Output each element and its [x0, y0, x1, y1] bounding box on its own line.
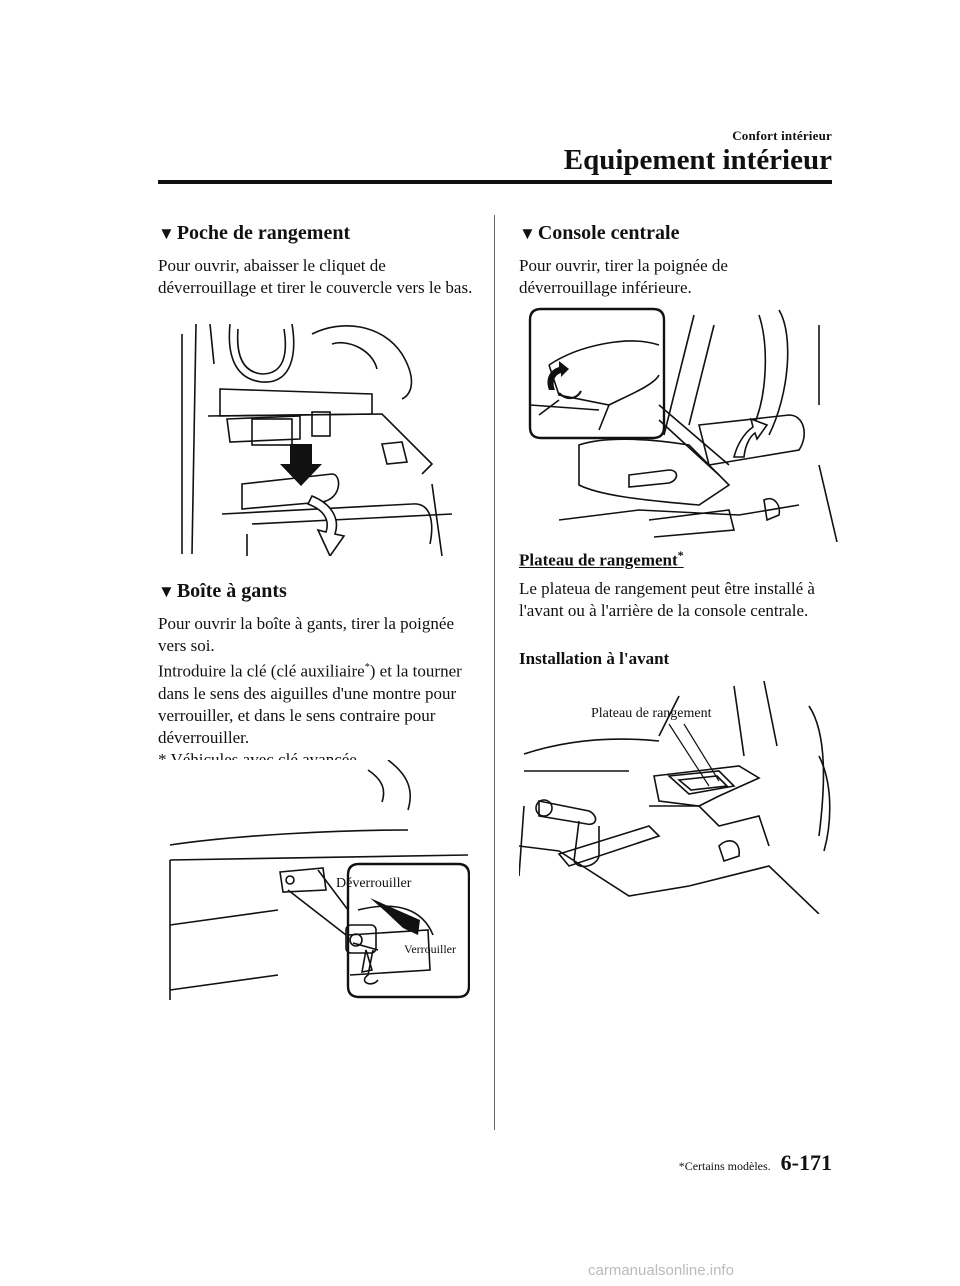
- label-plateau: Plateau de rangement: [591, 706, 712, 721]
- footer-note: *Certains modèles.: [678, 1159, 771, 1173]
- figure-plateau-rangement: [519, 676, 835, 914]
- heading-console: ▼ Console centrale: [519, 222, 680, 244]
- figure-boite-a-gants: [158, 760, 470, 1000]
- page-title: Equipement intérieur: [563, 144, 832, 176]
- poche-text: Pour ouvrir, abaisser le cliquet de déverrouillage et tirer le couvercle vers le bas.: [158, 256, 473, 297]
- gants-text: [158, 613, 480, 771]
- triangle-down-icon: ▼: [519, 223, 536, 243]
- label-deverrouiller: Déverrouiller: [336, 876, 412, 891]
- header-rule: [158, 180, 832, 184]
- triangle-down-icon: ▼: [158, 223, 175, 243]
- gants-text-2: Introduire la clé (clé auxiliaire*) et la tourner dans le sens des aiguilles d'une montre pour verrouiller, et dans le sens contraire pour déverrouiller.: [158, 661, 462, 747]
- label-verrouiller: Verrouiller: [404, 942, 456, 956]
- footnote-star: *: [364, 662, 370, 673]
- triangle-down-icon: ▼: [158, 581, 175, 601]
- page-number: 6-171: [780, 1150, 832, 1175]
- section-label: Confort intérieur: [732, 128, 832, 143]
- plateau-text: Le plateua de rangement peut être installé à l'avant ou à l'arrière de la console centrale.: [519, 579, 815, 620]
- console-text: Pour ouvrir, tirer la poignée de déverrouillage inférieure.: [519, 256, 728, 297]
- gants-text-1: Pour ouvrir la boîte à gants, tirer la poignée vers soi.: [158, 614, 454, 655]
- installation-heading: Installation à l'avant: [519, 649, 670, 668]
- column-divider: [494, 215, 495, 1130]
- page-footer: [679, 1150, 832, 1176]
- figure-poche-rangement: [172, 324, 462, 556]
- plateau-subheading: Plateau de rangement*: [519, 548, 684, 570]
- heading-poche: ▼ Poche de rangement: [158, 222, 351, 244]
- footnote-star: *: [677, 548, 684, 562]
- gants-note: * Véhicules avec clé avancée: [158, 749, 357, 769]
- watermark: carmanualsonline.info: [588, 1262, 734, 1279]
- figure-console-centrale: [519, 305, 841, 542]
- heading-gants: ▼ Boîte à gants: [158, 580, 287, 602]
